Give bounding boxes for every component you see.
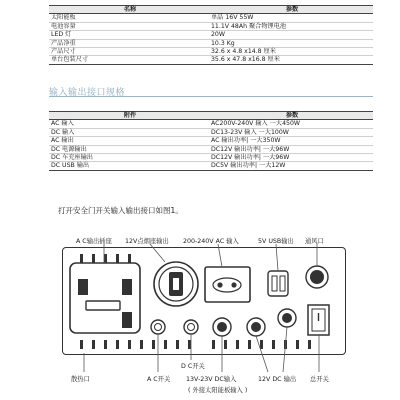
spec-cell: 单晶 16V 55W [209, 14, 373, 22]
spec-cell: 产品净重 [49, 39, 209, 47]
intro-text: 打开安全门开关输入输出接口如图1。 [58, 206, 183, 215]
label-usb-out: 5V USB输出 [258, 238, 294, 245]
label-dc-switch: D C开关 [181, 363, 205, 370]
label-ac-switch: A C开关 [147, 376, 171, 383]
spec-cell: 11.1V 48Ah 聚合物锂电池 [209, 22, 373, 30]
usb-output-ports[interactable] [268, 271, 288, 296]
dc-output-jack[interactable] [278, 309, 296, 327]
io-cell: DC USB 输出 [49, 162, 209, 170]
io-header-param: 参数 [209, 112, 373, 120]
label-ac-socket: A C输出插座 [76, 238, 112, 245]
section-title: 输入输出接口规格 [49, 88, 126, 98]
cig-lighter-socket[interactable] [154, 262, 198, 306]
spec-cell: 电池容量 [49, 22, 209, 30]
io-cell: AC200V-240V 输入 一大450W [209, 120, 373, 128]
io-cell: AC 输出 [49, 137, 209, 145]
io-cell: DC12V 输出功率| 一大96W [209, 145, 373, 153]
io-cell: AC 输入 [49, 120, 209, 128]
io-cell: DC 输入 [49, 128, 209, 136]
label-heat-vent: 散热口 [71, 376, 90, 383]
spec-cell: 单台包装尺寸 [49, 56, 209, 64]
spec-cell: LED 灯 [49, 31, 209, 39]
spec-cell: 35.6 x 47.8 x16.8 厘米 [209, 56, 373, 64]
main-power-switch[interactable] [308, 305, 329, 335]
io-cell: DC5V 输出功率| 一大12W [209, 162, 373, 170]
vent-fan-icon [306, 266, 328, 288]
label-dc-input: 13V-23V DC输入 [186, 376, 237, 383]
label-ac-input: 200-240V AC 输入 [183, 238, 239, 245]
io-header-accessory: 附件 [49, 112, 209, 120]
spec-header-name: 名称 [49, 6, 209, 14]
spec-cell: 太阳能板 [49, 14, 209, 22]
dc-switch-button[interactable] [184, 320, 198, 334]
spec-cell: 20W [209, 31, 373, 39]
label-dc-out: 12V DC 输出 [258, 376, 297, 383]
dc-output-jack[interactable] [247, 318, 265, 336]
label-main-switch: 总开关 [310, 376, 329, 383]
io-cell: DC 车充座输出 [49, 154, 209, 162]
spec-cell: 32.6 x 4.8 x14.8 厘米 [209, 48, 373, 56]
spec-cell: 10.3 Kg [209, 39, 373, 47]
io-cell: AC 输出功率| 一大350W [209, 137, 373, 145]
io-cell: DC13-23V 输入 一大100W [209, 128, 373, 136]
label-cig-lighter: 12V点烟座输出 [125, 238, 169, 245]
spec-header-param: 参数 [209, 6, 373, 14]
label-vent-top: 通风口 [305, 238, 324, 245]
ac-switch-button[interactable] [151, 320, 165, 334]
io-cell: DC12V 输出功率| 一大96W [209, 154, 373, 162]
label-dc-input-note: ( 外接太阳能板输入 ) [188, 387, 248, 394]
spec-cell: 产品尺寸 [49, 48, 209, 56]
dc-input-jack[interactable] [213, 318, 231, 336]
ac-input-socket[interactable] [205, 267, 250, 302]
ac-output-socket[interactable] [70, 263, 140, 333]
io-cell: DC 电源输出 [49, 145, 209, 153]
